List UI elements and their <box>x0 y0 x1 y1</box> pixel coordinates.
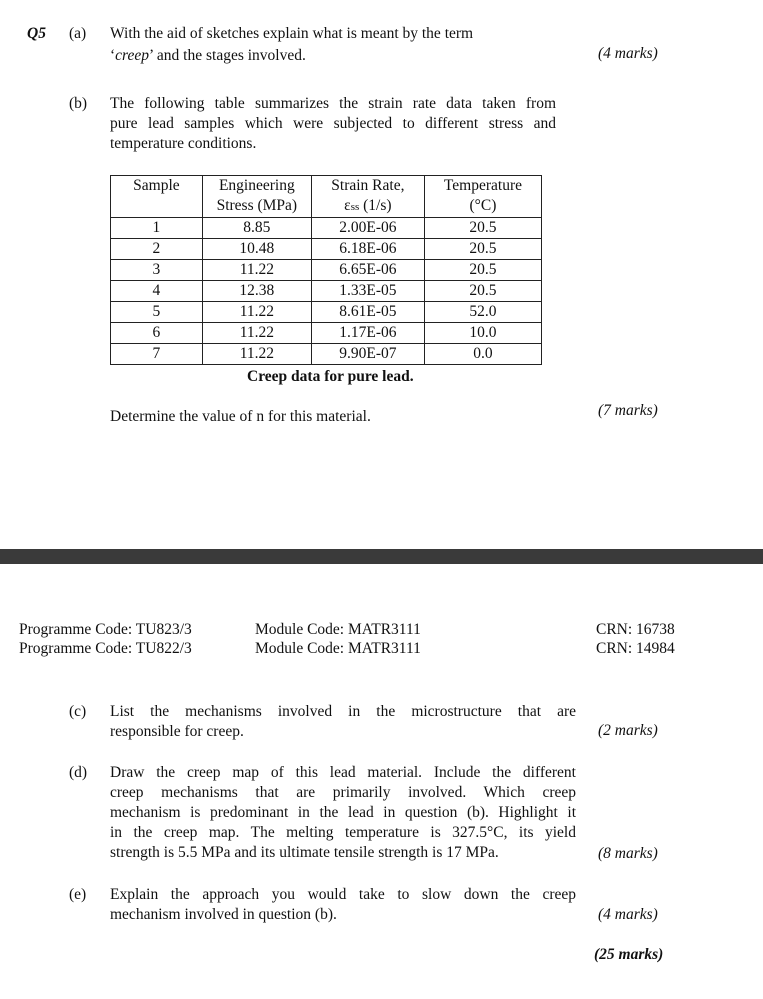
part-d-line4: in the creep map. The melting temperature is 327.5°C, its yield <box>110 824 576 841</box>
programme-code-1: Programme Code: TU823/3 <box>19 621 192 638</box>
header-strain-rate: Strain Rate, εss (1/s) <box>311 176 424 218</box>
part-d-line3: mechanism is predominant in the lead in question (b). Highlight it <box>110 804 576 821</box>
programme-code-2: Programme Code: TU822/3 <box>19 640 192 657</box>
header-temperature: Temperature (°C) <box>424 176 541 218</box>
part-e-marks: (4 marks) <box>598 906 658 923</box>
table-row: 7 11.22 9.90E-07 0.0 <box>111 344 542 365</box>
part-c-line1: List the mechanisms involved in the microstructure that are <box>110 703 576 720</box>
module-code-1: Module Code: MATR3111 <box>255 621 421 638</box>
table-row: 6 11.22 1.17E-06 10.0 <box>111 323 542 344</box>
total-marks: (25 marks) <box>594 946 664 963</box>
quote-open: ‘ <box>110 47 116 64</box>
strain-rate-subscript: ss <box>350 201 360 213</box>
header-stress: Engineering Stress (MPa) <box>202 176 311 218</box>
creep-data-table <box>110 175 542 365</box>
part-b-label: (b) <box>69 95 88 112</box>
question-number: Q5 <box>27 25 46 42</box>
table-row: 1 8.85 2.00E-06 20.5 <box>111 218 542 239</box>
table-row: 3 11.22 6.65E-06 20.5 <box>111 260 542 281</box>
creep-term: creep <box>115 47 150 64</box>
part-b-line3: temperature conditions. <box>110 135 257 152</box>
part-b-determine: Determine the value of n for this material. <box>110 408 371 425</box>
page-divider <box>0 549 763 564</box>
part-c-marks: (2 marks) <box>598 722 658 739</box>
part-d-text <box>110 763 576 863</box>
part-a-label: (a) <box>69 25 87 42</box>
header-sample: Sample <box>111 176 203 218</box>
table-header-row <box>111 176 542 218</box>
table-row: 4 12.38 1.33E-05 20.5 <box>111 281 542 302</box>
part-c-line2: responsible for creep. <box>110 723 244 740</box>
part-d-label: (d) <box>69 764 88 781</box>
part-b-line2: pure lead samples which were subjected to different stress and <box>110 115 556 132</box>
part-c-label: (c) <box>69 703 87 720</box>
part-e-text <box>110 885 576 925</box>
part-d-line5: strength is 5.5 MPa and its ultimate tensile strength is 17 MPa. <box>110 844 499 861</box>
part-e-line2: mechanism involved in question (b). <box>110 906 337 923</box>
part-b-line1: The following table summarizes the strain rate data taken from <box>110 95 556 112</box>
module-code-2: Module Code: MATR3111 <box>255 640 421 657</box>
table-row: 5 11.22 8.61E-05 52.0 <box>111 302 542 323</box>
part-c-text <box>110 702 576 742</box>
crn-2: CRN: 14984 <box>596 640 675 657</box>
part-b-marks: (7 marks) <box>598 402 658 419</box>
part-a-marks: (4 marks) <box>598 45 658 62</box>
part-a-line1: With the aid of sketches explain what is meant by the term <box>110 25 474 42</box>
part-d-marks: (8 marks) <box>598 845 658 862</box>
table-caption: Creep data for pure lead. <box>247 368 414 385</box>
part-d-line2: creep mechanisms that are primarily involved. Which creep <box>110 784 576 801</box>
part-b-text <box>110 94 556 154</box>
part-a-line2-rest: ’ and the stages involved. <box>149 47 306 64</box>
part-d-line1: Draw the creep map of this lead material. Include the different <box>110 764 576 781</box>
crn-1: CRN: 16738 <box>596 621 675 638</box>
part-a-line2 <box>110 46 306 66</box>
part-e-line1: Explain the approach you would take to slow down the creep <box>110 886 576 903</box>
part-e-label: (e) <box>69 886 87 903</box>
strain-rate-symbol: ε <box>344 197 351 214</box>
table-row: 2 10.48 6.18E-06 20.5 <box>111 239 542 260</box>
